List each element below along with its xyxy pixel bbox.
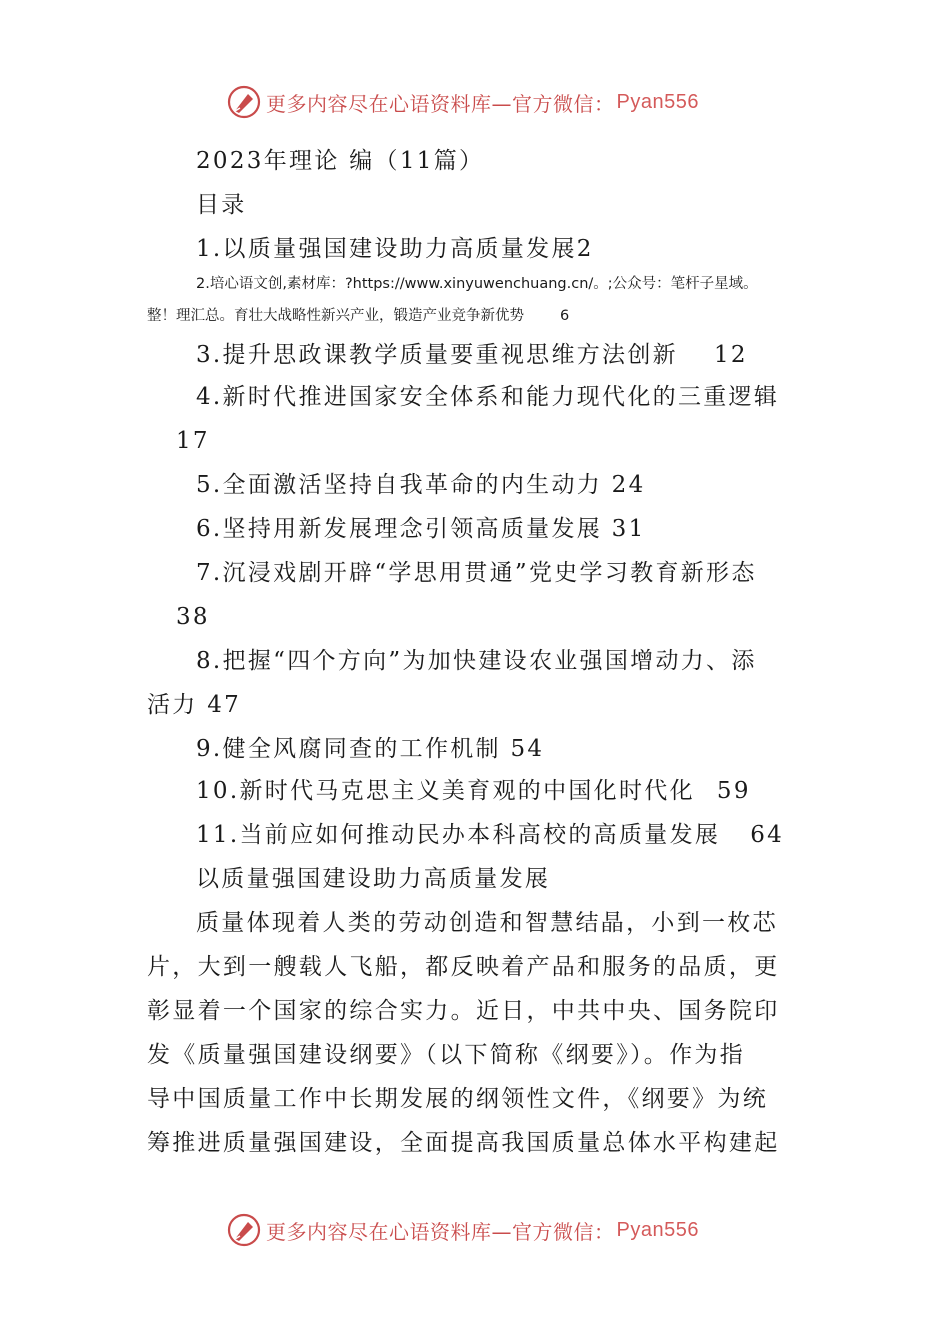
document-title: 2023年理论 编（11篇） [196, 148, 485, 174]
watermark-banner-top [226, 82, 699, 122]
toc-item-7: 7.沉浸戏剧开辟“学思用贯通”党史学习教育新形态 [196, 560, 757, 586]
pen-nib-logo-icon [226, 84, 262, 120]
toc-heading: 目录 [196, 192, 247, 218]
toc-item-2-text: 整！理汇总。育壮大战略性新兴产业，锻造产业竞争新优势 [147, 308, 524, 324]
watermark-text: 更多内容尽在心语资料库—官方微信： [266, 91, 615, 116]
watermark-wechat-id: Pyan556 [616, 90, 699, 113]
toc-item-3-text: 3.提升思政课教学质量要重视思维方法创新 [196, 342, 678, 368]
watermark-banner-bottom [226, 1210, 699, 1250]
toc-item-2-line-1: 2.培心语文创,素材库：?https://www.xinyuwenchuang.cn/。;公众号：笔杆子星域。 [196, 276, 758, 292]
toc-item-3 [196, 340, 856, 370]
toc-item-10-page: 59 [716, 778, 751, 804]
toc-item-8: 8.把握“四个方向”为加快建设农业强国增动力、添 [196, 648, 757, 674]
watermark-wechat-id: Pyan556 [616, 1218, 699, 1241]
body-line: 片，大到一艘载人飞船，都反映着产品和服务的品质，更 [147, 954, 780, 980]
pen-nib-logo-icon [226, 1212, 262, 1248]
toc-item-10-text: 10.新时代马克思主义美育观的中国化时代化 [196, 778, 695, 804]
section-title: 以质量强国建设助力高质量发展 [196, 866, 551, 892]
body-line: 彰显着一个国家的综合实力。近日，中共中央、国务院印 [147, 998, 780, 1024]
toc-item-6: 6.坚持用新发展理念引领高质量发展 31 [196, 516, 646, 542]
toc-item-8-continuation: 活力 47 [147, 692, 242, 718]
toc-item-5: 5.全面激活坚持自我革命的内生动力 24 [196, 472, 646, 498]
toc-item-4-page: 17 [176, 428, 210, 454]
toc-item-2-page: 6 [560, 308, 570, 324]
body-line: 筹推进质量强国建设，全面提高我国质量总体水平构建起 [147, 1130, 780, 1156]
toc-item-3-page: 12 [713, 342, 748, 368]
toc-item-11-text: 11.当前应如何推动民办本科高校的高质量发展 [196, 822, 721, 848]
watermark-text: 更多内容尽在心语资料库—官方微信： [266, 1219, 615, 1244]
body-line: 发《质量强国建设纲要》（以下简称《纲要》）。作为指 [147, 1042, 745, 1068]
toc-item-10 [196, 776, 856, 806]
toc-item-9: 9.健全风腐同查的工作机制 54 [196, 736, 545, 762]
toc-item-11-page: 64 [750, 822, 785, 848]
toc-item-11 [196, 820, 856, 850]
toc-item-4: 4.新时代推进国家安全体系和能力现代化的三重逻辑 [196, 384, 780, 410]
toc-item-1: 1.以质量强国建设助力高质量发展2 [196, 236, 594, 262]
body-line: 导中国质量工作中长期发展的纲领性文件，《纲要》为统 [147, 1086, 768, 1112]
toc-item-2-line-2 [147, 306, 807, 326]
toc-item-7-page: 38 [176, 604, 210, 630]
body-line: 质量体现着人类的劳动创造和智慧结晶，小到一枚芯 [196, 910, 778, 936]
